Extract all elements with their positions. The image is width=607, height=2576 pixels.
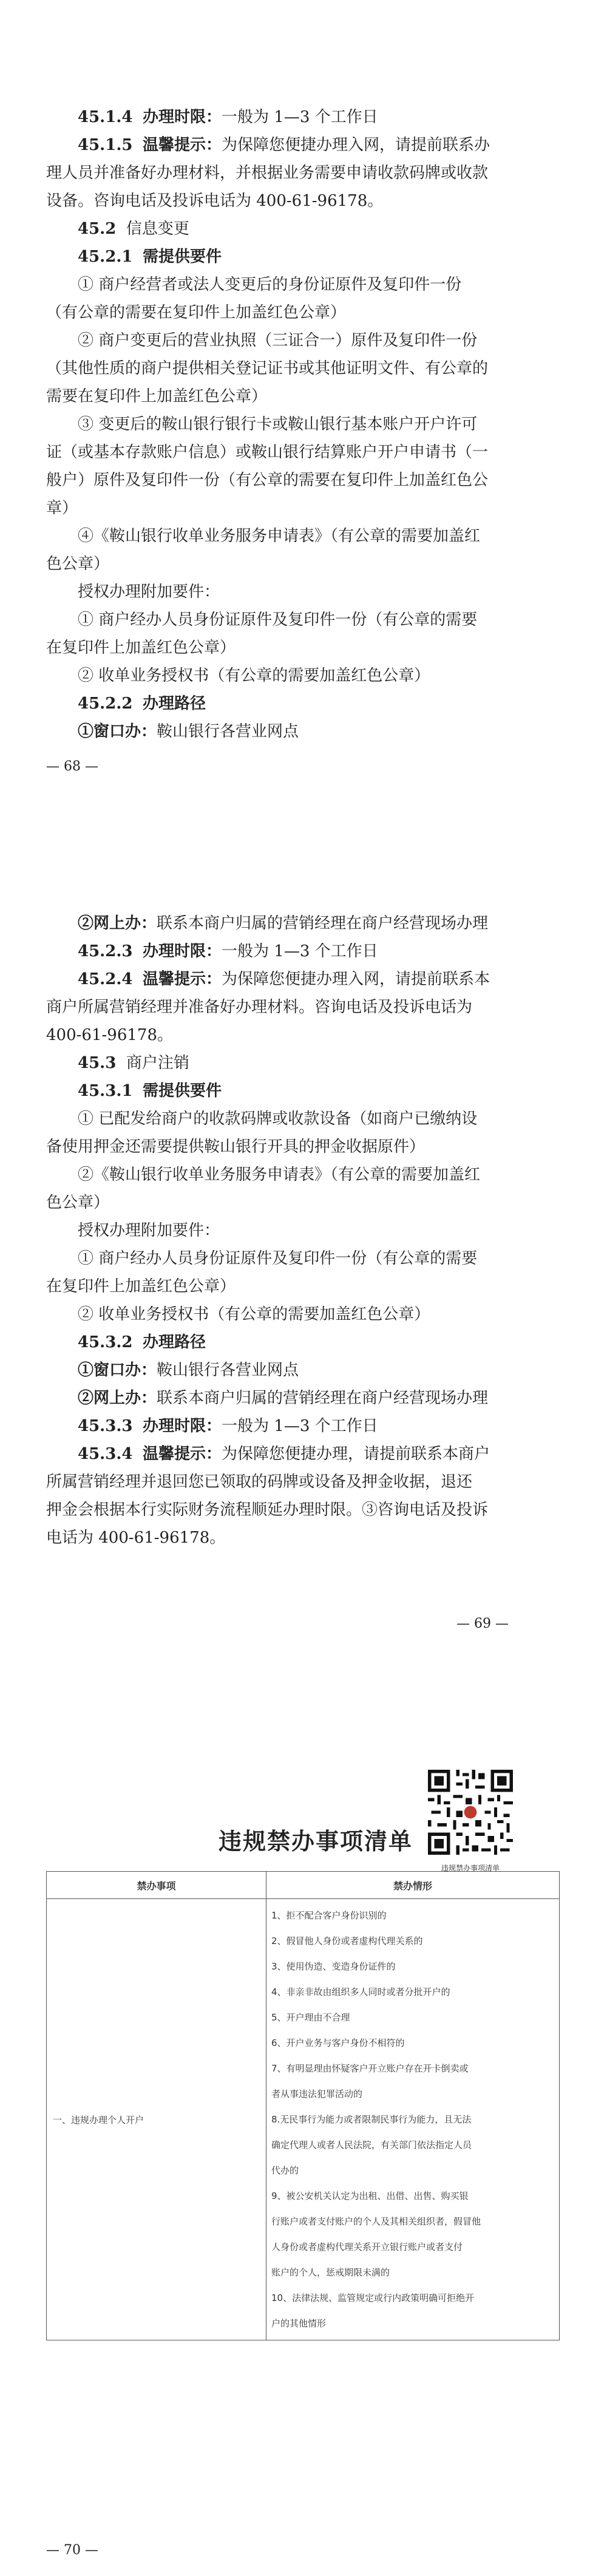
text-line: 般户）原件及复印件一份（有公章的需要在复印件上加盖红色公	[46, 471, 489, 489]
table-header-row	[47, 1872, 560, 1899]
case-line: 7、有明显理由怀疑客户开立账户存在开卡倒卖或	[271, 2063, 469, 2074]
line-45-3-3: 45.3.3 办理时限：一般为 1—3 个工作日	[78, 1417, 378, 1435]
text-line: 电话为 400-61-96178。	[46, 1529, 226, 1547]
case-line: 人身份或者虚构代理关系开立银行账户或者支付	[271, 2241, 463, 2252]
text-line: 所属营销经理并退回您已领取的码牌或设备及押金收据，退还	[46, 1473, 473, 1491]
text-line: 授权办理附加要件：	[78, 1222, 220, 1240]
text-line: 证（或基本存款账户信息）或鞍山银行结算账户开户申请书（一	[46, 443, 489, 461]
text-line: ②《鞍山银行收单业务服务申请表》（有公章的需要加盖红	[78, 1166, 481, 1184]
line-45-2-3: 45.2.3 办理时限：一般为 1—3 个工作日	[78, 942, 378, 960]
text-line: 在复印件上加盖红色公章）	[46, 1277, 236, 1296]
text-line: 章）	[46, 499, 78, 517]
online-path-line: ②网上办：联系本商户归属的营销经理在商户经营现场办理	[78, 1389, 489, 1407]
line-45-1-5: 45.1.5 温馨提示：为保障您便捷办理入网，请提前联系办	[78, 136, 490, 154]
case-line: 账户的个人，惩戒期限未满的	[271, 2267, 390, 2278]
table-row	[47, 1899, 560, 2340]
text-line: 色公章）	[46, 1194, 110, 1212]
page-69	[0, 850, 607, 1700]
text-line: ③ 变更后的鞍山银行银行卡或鞍山银行基本账户开户许可	[78, 415, 478, 433]
case-list-cell	[266, 1899, 560, 2340]
case-line: 4、非亲非故由组织多人同时或者分批开户的	[271, 1986, 450, 1997]
text-line: ② 收单业务授权书（有公章的需要加盖红色公章）	[78, 1305, 430, 1324]
case-line: 代办的	[271, 2165, 299, 2176]
page-68	[0, 0, 607, 850]
case-line: 2、假冒他人身份或者虚构代理关系的	[271, 1935, 423, 1946]
section-45-3-2: 45.3.2 办理路径	[78, 1333, 206, 1351]
page-title: 违规禁办事项清单	[218, 1828, 413, 1855]
page-number: — 70 —	[46, 2543, 98, 2558]
window-path-line: ①窗口办：鞍山银行各营业网点	[78, 722, 299, 741]
page2-body	[46, 909, 509, 1552]
text-line: ① 商户经营者或法人变更后的身份证原件及复印件一份	[78, 276, 462, 294]
text-line: 押金会根据本行实际财务流程顺延办理时限。③咨询电话及投诉	[46, 1501, 489, 1519]
prohibited-item-cell: 一、违规办理个人开户	[47, 1899, 266, 2340]
page-number: — 69 —	[456, 1616, 509, 1631]
case-line: 9、被公安机关认定为出租、出借、出售、购买银	[271, 2190, 469, 2201]
window-path-line: ①窗口办：鞍山银行各营业网点	[78, 1361, 299, 1379]
page1-body	[46, 103, 509, 746]
page-70	[0, 1700, 607, 2576]
section-45-3: 45.3 商户注销	[78, 1054, 189, 1072]
column-header: 禁办情形	[266, 1872, 560, 1899]
text-line: ① 商户经办人员身份证原件及复印件一份（有公章的需要	[78, 611, 478, 629]
qr-caption: 违规禁办事项清单	[441, 1864, 500, 1872]
case-line: 10、法律法规、监管规定或行内政策明确可拒绝开	[271, 2292, 475, 2303]
text-line: ④《鞍山银行收单业务服务申请表》（有公章的需要加盖红	[78, 527, 481, 545]
text-line: 设备。咨询电话及投诉电话为 400-61-96178。	[46, 192, 384, 210]
prohibited-items-table	[46, 1871, 560, 2340]
section-45-2: 45.2 信息变更	[78, 220, 189, 238]
case-line: 者从事违法犯罪活动的	[271, 2088, 363, 2099]
text-line: 400-61-96178。	[46, 1026, 173, 1044]
section-45-3-1: 45.3.1 需提供要件	[78, 1082, 222, 1100]
text-line: ① 商户经办人员身份证原件及复印件一份（有公章的需要	[78, 1249, 478, 1268]
text-line: 色公章）	[46, 555, 110, 573]
case-line: 确定代理人或者人民法院，有关部门依法指定人员	[271, 2139, 472, 2150]
qr-code-block	[425, 1767, 516, 1873]
case-line: 行账户或者支付账户的个人及其相关组织者，假冒他	[271, 2216, 481, 2227]
line-45-1-4: 45.1.4 办理时限：一般为 1—3 个工作日	[78, 108, 378, 126]
online-path-line: ②网上办：联系本商户归属的营销经理在商户经营现场办理	[78, 914, 489, 933]
text-line: （有公章的需要在复印件上加盖红色公章）	[46, 304, 347, 322]
text-line: 需要在复印件上加盖红色公章）	[46, 387, 268, 406]
line-45-3-4: 45.3.4 温馨提示：为保障您便捷办理，请提前联系本商户	[78, 1445, 490, 1463]
text-line: 在复印件上加盖红色公章）	[46, 639, 236, 657]
text-line: 备使用押金还需要提供鞍山银行开具的押金收据原件）	[46, 1138, 426, 1156]
text-line: 理人员并准备好办理材料，并根据业务需要申请收款码牌或收款	[46, 164, 489, 182]
section-45-2-2: 45.2.2 办理路径	[78, 695, 206, 713]
case-line: 8.无民事行为能力或者限制民事行为能力，且无法	[271, 2114, 472, 2125]
text-line: 商户所属营销经理并准备好办理材料。咨询电话及投诉电话为	[46, 998, 473, 1016]
text-line: ② 商户变更后的营业执照（三证合一）原件及复印件一份	[78, 331, 478, 350]
text-line: ① 已配发给商户的收款码牌或收款设备（如商户已缴纳设	[78, 1110, 478, 1128]
case-line: 5、开户理由不合理	[271, 2012, 350, 2023]
text-line: ② 收单业务授权书（有公章的需要加盖红色公章）	[78, 667, 430, 685]
case-line: 6、开户业务与客户身份不相符的	[271, 2037, 405, 2048]
text-line: 授权办理附加要件：	[78, 583, 220, 601]
case-line: 1、拒不配合客户身份识别的	[271, 1910, 387, 1921]
column-header: 禁办事项	[47, 1872, 266, 1899]
case-line: 3、使用伪造、变造身份证件的	[271, 1961, 396, 1972]
text-line: （其他性质的商户提供相关登记证书或其他证明文件、有公章的	[46, 359, 489, 378]
page-number: — 68 —	[46, 759, 98, 774]
line-45-2-4: 45.2.4 温馨提示：为保障您便捷办理入网，请提前联系本	[78, 970, 490, 988]
section-45-2-1: 45.2.1 需提供要件	[78, 248, 222, 266]
case-line: 户的其他情形	[271, 2318, 327, 2329]
